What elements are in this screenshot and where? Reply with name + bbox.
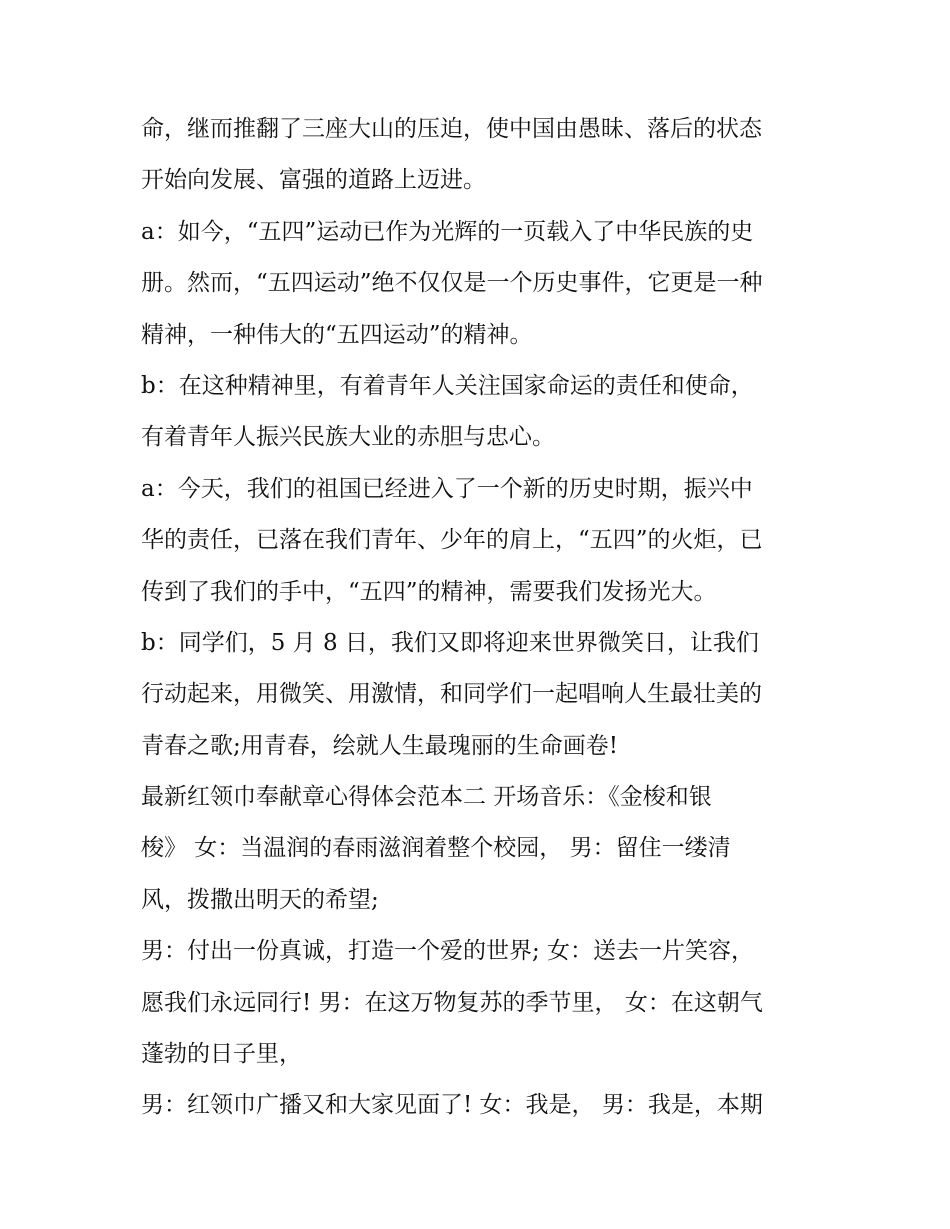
text-line: b：同学们，5 月 8 日，我们又即将迎来世界微笑日，让我们 — [141, 629, 759, 656]
text-line: b：在这种精神里，有着青年人关注国家命运的责任和使命， — [141, 372, 754, 399]
text-line: 愿我们永远同行! 男：在这万物复苏的季节里， 女：在这朝气 — [141, 989, 763, 1016]
text-line: 最新红领巾奉献章心得体会范本二 开场音乐：《金梭和银 — [141, 784, 712, 811]
text-line: a：如今，“五四”运动已作为光辉的一页载入了中华民族的史 — [141, 218, 754, 245]
text-line: 册。然而，“五四运动”绝不仅仅是一个历史事件，它更是一种 — [141, 270, 763, 297]
text-line: 风，拨撒出明天的希望; — [141, 886, 379, 913]
text-line: 行动起来，用微笑、用激情，和同学们一起唱响人生最壮美的 — [141, 681, 762, 708]
text-line: 青春之歌;用青春，绘就人生最瑰丽的生命画卷! — [141, 732, 618, 759]
text-line: 开始向发展、富强的道路上迈进。 — [141, 167, 486, 194]
text-line: 梭》 女：当温润的春雨滋润着整个校园， 男：留住一缕清 — [141, 835, 731, 862]
text-line: 精神，一种伟大的“五四运动”的精神。 — [141, 321, 533, 348]
text-line: 华的责任，已落在我们青年、少年的肩上，“五四”的火炬，已 — [141, 527, 763, 554]
text-line: 蓬勃的日子里， — [141, 1041, 302, 1068]
text-line: 有着青年人振兴民族大业的赤胆与忠心。 — [141, 424, 555, 451]
text-line: 传到了我们的手中，“五四”的精神，需要我们发扬光大。 — [141, 578, 717, 605]
text-line: 命，继而推翻了三座大山的压迫，使中国由愚昧、落后的状态 — [141, 116, 762, 142]
text-line: 男：红领巾广播又和大家见面了! 女：我是， 男：我是，本期 — [141, 1092, 763, 1119]
text-line: 男：付出一份真诚，打造一个爱的世界; 女：送去一片笑容， — [141, 938, 755, 965]
document-body — [141, 104, 821, 1132]
text-line: a：今天，我们的祖国已经进入了一个新的历史时期，振兴中 — [141, 475, 753, 502]
